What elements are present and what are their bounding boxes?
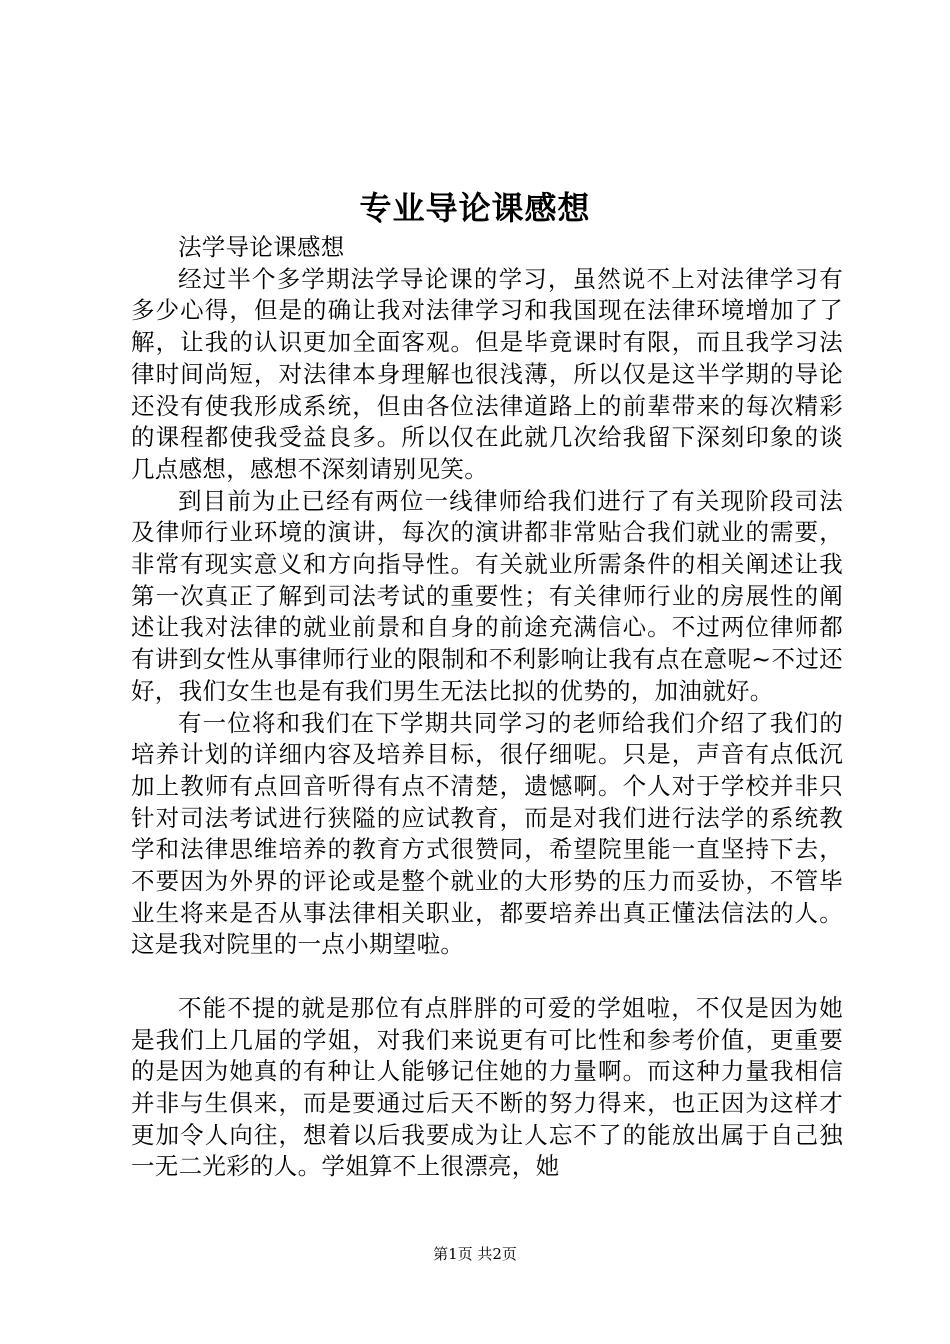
body-paragraph: 到目前为止已经有两位一线律师给我们进行了有关现阶段司法及律师行业环境的演讲，每次的演讲都非常贴合我们就业的需要，非常有现实意义和方向指导性。有关就业所需条件的相关阐述让我第一次真正了解到司法考试的重要性；有关律师行业的房展性的阐述让我对法律的就业前景和自身的前途充满信心。不过两位律师都有讲到女性从事律师行业的限制和不利影响让我有点在意呢~不过还好，我们女生也是有我们男生无法比拟的优势的，加油就好。 bbox=[131, 486, 843, 705]
body-paragraph: 经过半个多学期法学导论课的学习，虽然说不上对法律学习有多少心得，但是的确让我对法律学习和我国现在法律环境增加了了解，让我的认识更加全面客观。但是毕竟课时有限，而且我学习法律时间尚短，对法律本身理解也很浅薄，所以仅是这半学期的导论还没有使我形成系统，但由各位法律道路上的前辈带来的每次精彩的课程都使我受益良多。所以仅在此就几次给我留下深刻印象的谈几点感想，感想不深刻请别见笑。 bbox=[131, 264, 843, 483]
document-body bbox=[131, 232, 843, 1183]
document-title: 专业导论课感想 bbox=[359, 189, 591, 227]
body-paragraph: 不能不提的就是那位有点胖胖的可爱的学姐啦，不仅是因为她是我们上几届的学姐，对我们来说更有可比性和参考价值，更重要的是因为她真的有种让人能够记住她的力量啊。而这种力量我相信并非与生俱来，而是要通过后天不断的努力得来，也正因为这样才更加令人向往，想着以后我要成为让人忘不了的能放出属于自己独一无二光彩的人。学姐算不上很漂亮，她 bbox=[131, 993, 843, 1181]
subtitle-paragraph: 法学导论课感想 bbox=[178, 233, 345, 261]
page-number-footer: 第1页 共2页 bbox=[433, 1245, 517, 1263]
body-paragraph: 有一位将和我们在下学期共同学习的老师给我们介绍了我们的培养计划的详细内容及培养目标，很仔细呢。只是，声音有点低沉加上教师有点回音听得有点不清楚，遗憾啊。个人对于学校并非只针对司法考试进行狭隘的应试教育，而是对我们进行法学的系统教学和法律思维培养的教育方式很赞同，希望院里能一直坚持下去，不要因为外界的评论或是整个就业的大形势的压力而妥协，不管毕业生将来是否从事法律相关职业，都要培养出真正懂法信法的人。这是我对院里的一点小期望啦。 bbox=[131, 708, 843, 959]
